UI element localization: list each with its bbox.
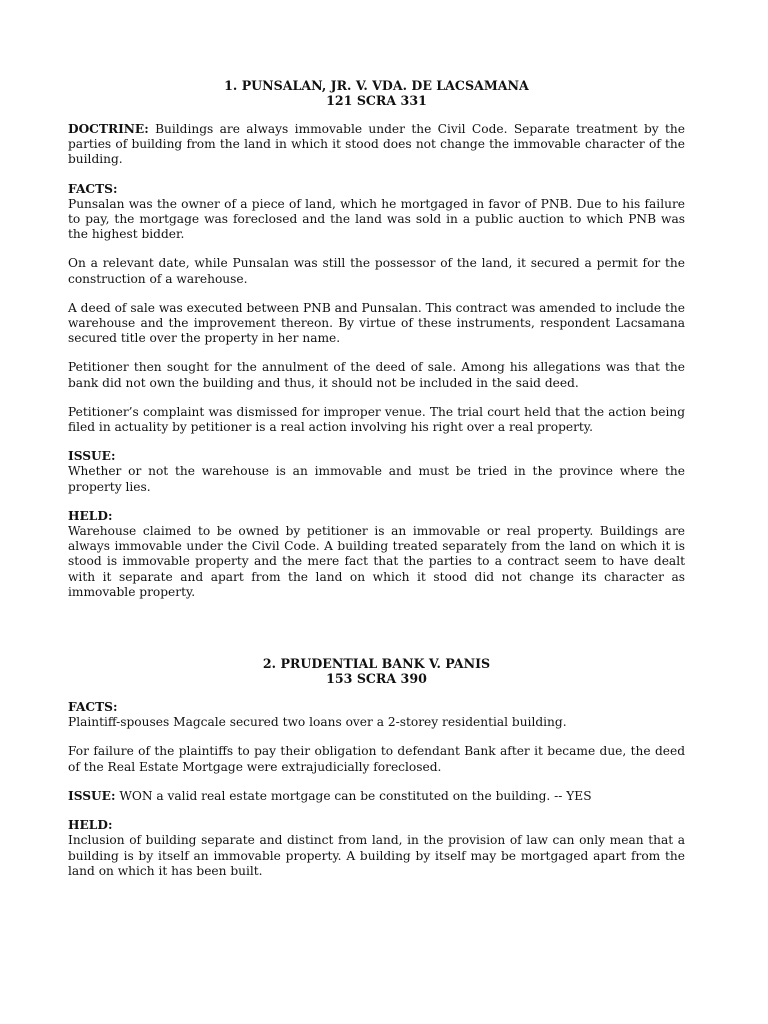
case-1-fact-paragraph: Petitioner’s complaint was dismissed for improper venue. The trial court held that the action being filed in actuality by petitioner is a real action involving his right over a real property. bbox=[68, 404, 685, 435]
case-1-fact-paragraph: Petitioner then sought for the annulment of the deed of sale. Among his allegations was that the bank did not own the building and thus, it should not be included in the said deed. bbox=[68, 360, 685, 390]
case-2 bbox=[68, 656, 685, 879]
case-2-held-text: Inclusion of building separate and distinct from land, in the provision of law can only mean that a building is by itself an immovable property. A building by itself may be mortgaged apart from the land on which it has been built. bbox=[68, 833, 685, 878]
case-2-facts-label: FACTS: bbox=[68, 700, 118, 715]
case-1-issue-text: Whether or not the warehouse is an immovable and must be tried in the province where the property lies. bbox=[68, 464, 685, 494]
case-1-doctrine bbox=[68, 122, 685, 168]
case-1-fact-paragraph: On a relevant date, while Punsalan was still the possessor of the land, it secured a permit for the construction of a warehouse. bbox=[68, 256, 685, 286]
case-1-held-text: Warehouse claimed to be owned by petitioner is an immovable or real property. Buildings are always immovable under the Civil Code. A building treated separately from the land on which it is stood is immovable property and the mere fact that the parties to a contract seem to have dealt with it separate and apart from the land on which it stood did not change its character as immovable property. bbox=[68, 524, 685, 599]
case-2-title: 2. PRUDENTIAL BANK V. PANIS bbox=[262, 656, 491, 672]
case-2-issue-label: ISSUE: bbox=[68, 788, 116, 803]
case-2-citation: 153 SCRA 390 bbox=[326, 671, 427, 687]
doctrine-label: DOCTRINE: bbox=[68, 122, 149, 136]
case-1-held-label: HELD: bbox=[68, 508, 113, 523]
doctrine-text: Buildings are always immovable under the Civil Code. Separate treatment by the parties of building from the land in which it stood does not change the immovable character of the building. bbox=[68, 122, 685, 167]
case-1-fact-paragraph: A deed of sale was executed between PNB and Punsalan. This contract was amended to include the warehouse and the improvement thereon. By virtue of these instruments, respondent Lacsamana secured title over the property in her name. bbox=[68, 300, 685, 346]
case-separator bbox=[68, 614, 685, 656]
case-2-fact-paragraph: Plaintiff-spouses Magcale secured two loans over a 2-storey residential building. bbox=[68, 715, 567, 730]
case-2-fact-paragraph: For failure of the plaintiffs to pay their obligation to defendant Bank after it became due, the deed of the Real Estate Mortgage were extrajudicially foreclosed. bbox=[68, 744, 685, 774]
case-2-issue bbox=[68, 789, 685, 804]
case-1-facts-label: FACTS: bbox=[68, 181, 118, 196]
case-1 bbox=[68, 78, 685, 600]
case-2-issue-text: WON a valid real estate mortgage can be constituted on the building. -- YES bbox=[115, 788, 592, 803]
case-2-held-label: HELD: bbox=[68, 818, 113, 833]
document-page bbox=[68, 78, 685, 893]
case-1-issue-label: ISSUE: bbox=[68, 449, 116, 464]
case-1-citation: 121 SCRA 331 bbox=[326, 93, 427, 108]
case-1-fact-paragraph: Punsalan was the owner of a piece of land, which he mortgaged in favor of PNB. Due to his failure to pay, the mortgage was foreclosed and the land was sold in a public auction to which PNB was the highest bidder. bbox=[68, 196, 685, 242]
case-1-title: 1. PUNSALAN, JR. V. VDA. DE LACSAMANA bbox=[224, 78, 529, 93]
